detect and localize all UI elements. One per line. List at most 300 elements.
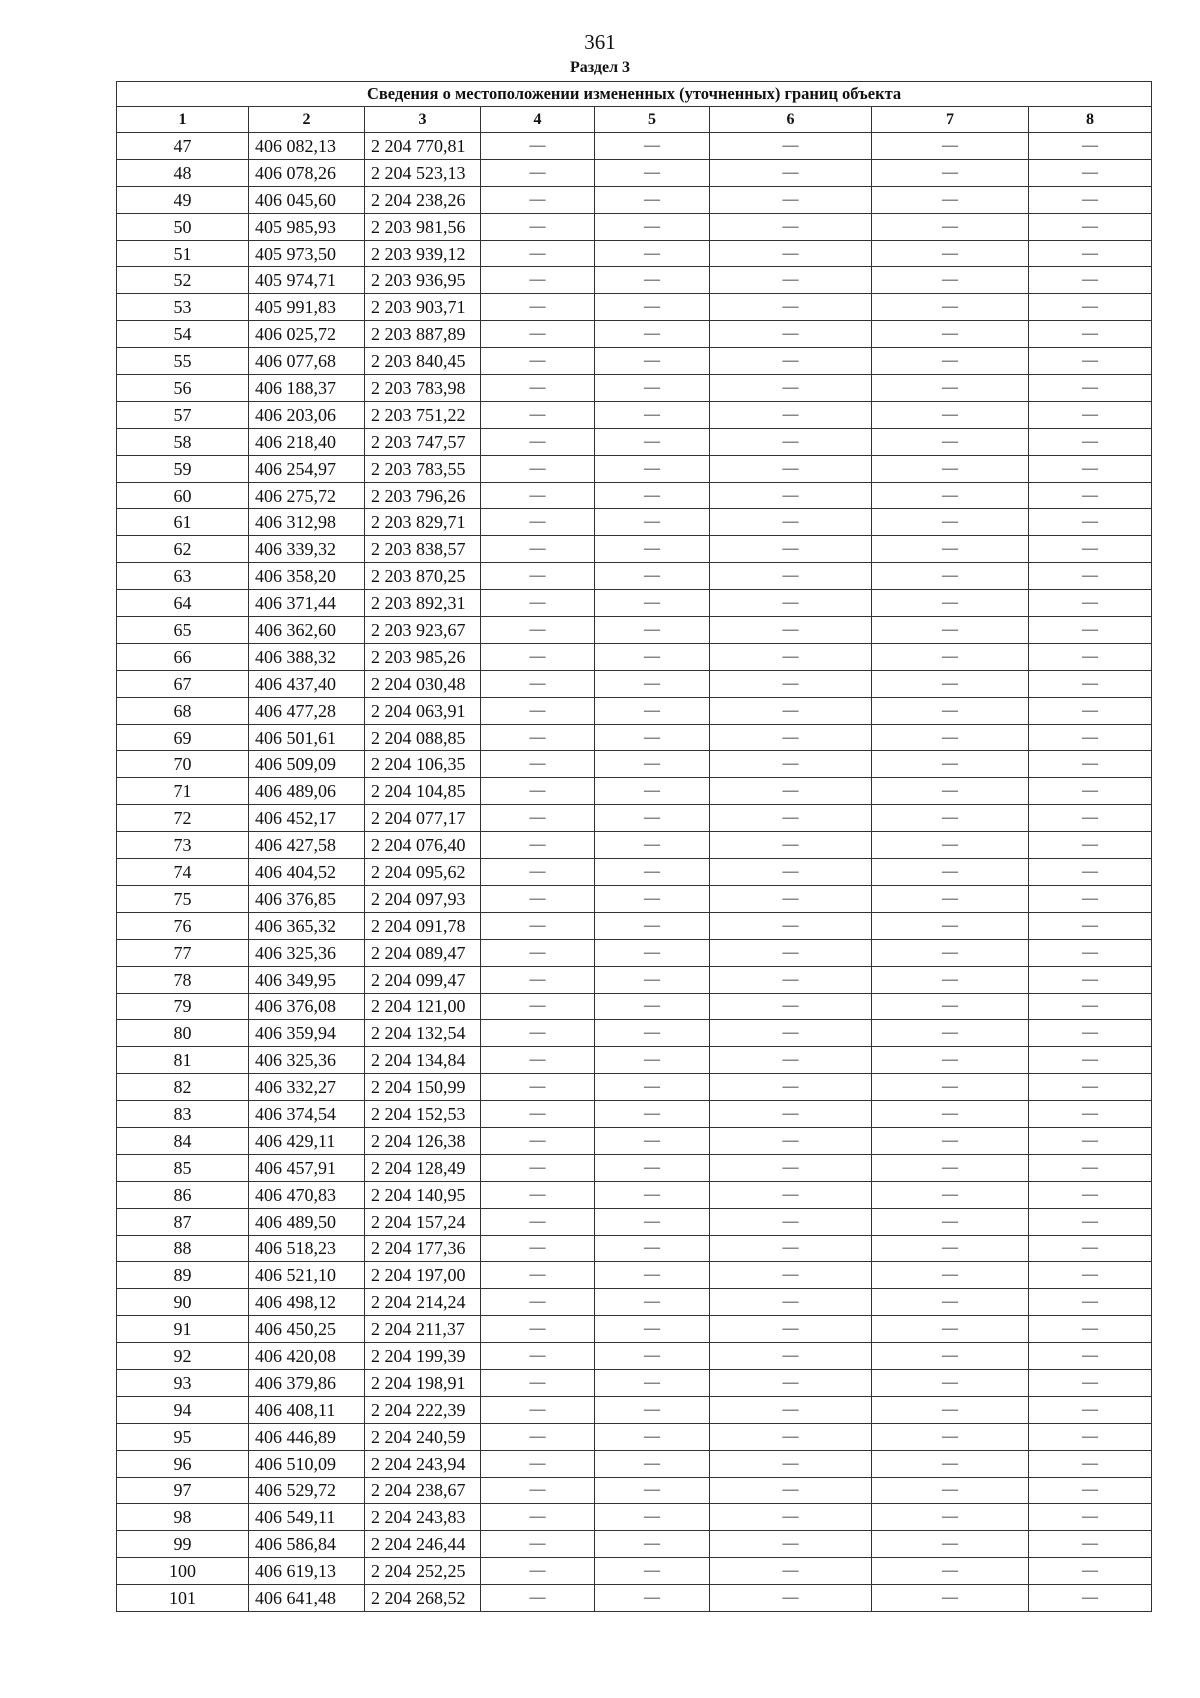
empty-value-cell: — bbox=[481, 993, 595, 1020]
empty-value-cell: — bbox=[481, 1396, 595, 1423]
column-number-5: 5 bbox=[595, 107, 710, 133]
x-coordinate-cell: 406 510,09 bbox=[249, 1450, 365, 1477]
empty-value-cell: — bbox=[481, 375, 595, 402]
empty-value-cell: — bbox=[1029, 509, 1152, 536]
empty-value-cell: — bbox=[710, 294, 872, 321]
empty-value-cell: — bbox=[872, 966, 1029, 993]
empty-value-cell: — bbox=[595, 643, 710, 670]
empty-value-cell: — bbox=[1029, 590, 1152, 617]
empty-value-cell: — bbox=[481, 751, 595, 778]
empty-value-cell: — bbox=[1029, 966, 1152, 993]
empty-value-cell: — bbox=[1029, 267, 1152, 294]
empty-value-cell: — bbox=[872, 482, 1029, 509]
y-coordinate-cell: 2 204 177,36 bbox=[365, 1235, 481, 1262]
column-number-8: 8 bbox=[1029, 107, 1152, 133]
y-coordinate-cell: 2 204 063,91 bbox=[365, 697, 481, 724]
empty-value-cell: — bbox=[1029, 1423, 1152, 1450]
table-row bbox=[117, 993, 1152, 1020]
empty-value-cell: — bbox=[710, 1101, 872, 1128]
empty-value-cell: — bbox=[872, 885, 1029, 912]
empty-value-cell: — bbox=[872, 133, 1029, 160]
empty-value-cell: — bbox=[710, 1585, 872, 1612]
empty-value-cell: — bbox=[872, 1047, 1029, 1074]
x-coordinate-cell: 406 218,40 bbox=[249, 428, 365, 455]
x-coordinate-cell: 406 365,32 bbox=[249, 912, 365, 939]
empty-value-cell: — bbox=[481, 1101, 595, 1128]
point-number-cell: 69 bbox=[117, 724, 249, 751]
x-coordinate-cell: 406 437,40 bbox=[249, 670, 365, 697]
empty-value-cell: — bbox=[595, 1316, 710, 1343]
empty-value-cell: — bbox=[595, 1235, 710, 1262]
column-number-6: 6 bbox=[710, 107, 872, 133]
y-coordinate-cell: 2 204 222,39 bbox=[365, 1396, 481, 1423]
empty-value-cell: — bbox=[481, 267, 595, 294]
point-number-cell: 91 bbox=[117, 1316, 249, 1343]
x-coordinate-cell: 406 452,17 bbox=[249, 805, 365, 832]
x-coordinate-cell: 406 489,50 bbox=[249, 1208, 365, 1235]
y-coordinate-cell: 2 203 887,89 bbox=[365, 321, 481, 348]
point-number-cell: 51 bbox=[117, 240, 249, 267]
empty-value-cell: — bbox=[481, 590, 595, 617]
y-coordinate-cell: 2 204 097,93 bbox=[365, 885, 481, 912]
empty-value-cell: — bbox=[710, 1531, 872, 1558]
empty-value-cell: — bbox=[481, 563, 595, 590]
empty-value-cell: — bbox=[481, 912, 595, 939]
x-coordinate-cell: 406 501,61 bbox=[249, 724, 365, 751]
table-row bbox=[117, 1531, 1152, 1558]
empty-value-cell: — bbox=[595, 670, 710, 697]
table-row bbox=[117, 482, 1152, 509]
empty-value-cell: — bbox=[595, 348, 710, 375]
x-coordinate-cell: 406 325,36 bbox=[249, 939, 365, 966]
empty-value-cell: — bbox=[710, 482, 872, 509]
empty-value-cell: — bbox=[481, 294, 595, 321]
table-body bbox=[117, 133, 1152, 1612]
x-coordinate-cell: 406 509,09 bbox=[249, 751, 365, 778]
empty-value-cell: — bbox=[710, 1396, 872, 1423]
point-number-cell: 76 bbox=[117, 912, 249, 939]
x-coordinate-cell: 405 973,50 bbox=[249, 240, 365, 267]
empty-value-cell: — bbox=[1029, 1369, 1152, 1396]
empty-value-cell: — bbox=[710, 912, 872, 939]
empty-value-cell: — bbox=[595, 428, 710, 455]
empty-value-cell: — bbox=[481, 885, 595, 912]
y-coordinate-cell: 2 203 796,26 bbox=[365, 482, 481, 509]
point-number-cell: 58 bbox=[117, 428, 249, 455]
y-coordinate-cell: 2 204 268,52 bbox=[365, 1585, 481, 1612]
table-row bbox=[117, 1289, 1152, 1316]
x-coordinate-cell: 406 376,85 bbox=[249, 885, 365, 912]
empty-value-cell: — bbox=[1029, 1154, 1152, 1181]
table-row bbox=[117, 1154, 1152, 1181]
empty-value-cell: — bbox=[710, 1235, 872, 1262]
empty-value-cell: — bbox=[1029, 321, 1152, 348]
y-coordinate-cell: 2 204 770,81 bbox=[365, 133, 481, 160]
table-row bbox=[117, 1504, 1152, 1531]
empty-value-cell: — bbox=[872, 455, 1029, 482]
empty-value-cell: — bbox=[1029, 832, 1152, 859]
empty-value-cell: — bbox=[481, 697, 595, 724]
empty-value-cell: — bbox=[595, 321, 710, 348]
empty-value-cell: — bbox=[481, 1477, 595, 1504]
boundary-coordinates-table bbox=[116, 81, 1152, 1612]
x-coordinate-cell: 406 404,52 bbox=[249, 859, 365, 886]
point-number-cell: 95 bbox=[117, 1423, 249, 1450]
empty-value-cell: — bbox=[595, 1531, 710, 1558]
empty-value-cell: — bbox=[1029, 348, 1152, 375]
empty-value-cell: — bbox=[710, 1450, 872, 1477]
empty-value-cell: — bbox=[1029, 294, 1152, 321]
empty-value-cell: — bbox=[481, 1074, 595, 1101]
empty-value-cell: — bbox=[872, 321, 1029, 348]
x-coordinate-cell: 406 470,83 bbox=[249, 1181, 365, 1208]
point-number-cell: 89 bbox=[117, 1262, 249, 1289]
empty-value-cell: — bbox=[1029, 1289, 1152, 1316]
empty-value-cell: — bbox=[710, 643, 872, 670]
empty-value-cell: — bbox=[1029, 563, 1152, 590]
table-row bbox=[117, 697, 1152, 724]
empty-value-cell: — bbox=[595, 401, 710, 428]
point-number-cell: 98 bbox=[117, 1504, 249, 1531]
empty-value-cell: — bbox=[595, 294, 710, 321]
empty-value-cell: — bbox=[710, 455, 872, 482]
x-coordinate-cell: 406 358,20 bbox=[249, 563, 365, 590]
empty-value-cell: — bbox=[872, 240, 1029, 267]
empty-value-cell: — bbox=[710, 1047, 872, 1074]
empty-value-cell: — bbox=[1029, 751, 1152, 778]
point-number-cell: 78 bbox=[117, 966, 249, 993]
empty-value-cell: — bbox=[1029, 213, 1152, 240]
point-number-cell: 87 bbox=[117, 1208, 249, 1235]
empty-value-cell: — bbox=[595, 590, 710, 617]
point-number-cell: 48 bbox=[117, 159, 249, 186]
table-row bbox=[117, 348, 1152, 375]
empty-value-cell: — bbox=[595, 1154, 710, 1181]
empty-value-cell: — bbox=[872, 617, 1029, 644]
empty-value-cell: — bbox=[872, 1316, 1029, 1343]
page-number: 361 bbox=[584, 30, 616, 54]
empty-value-cell: — bbox=[595, 133, 710, 160]
empty-value-cell: — bbox=[1029, 1235, 1152, 1262]
table-row bbox=[117, 213, 1152, 240]
empty-value-cell: — bbox=[710, 1020, 872, 1047]
x-coordinate-cell: 406 077,68 bbox=[249, 348, 365, 375]
table-row bbox=[117, 643, 1152, 670]
empty-value-cell: — bbox=[872, 1235, 1029, 1262]
empty-value-cell: — bbox=[595, 482, 710, 509]
point-number-cell: 83 bbox=[117, 1101, 249, 1128]
empty-value-cell: — bbox=[481, 186, 595, 213]
empty-value-cell: — bbox=[872, 1208, 1029, 1235]
empty-value-cell: — bbox=[481, 159, 595, 186]
y-coordinate-cell: 2 204 243,94 bbox=[365, 1450, 481, 1477]
y-coordinate-cell: 2 204 104,85 bbox=[365, 778, 481, 805]
y-coordinate-cell: 2 204 523,13 bbox=[365, 159, 481, 186]
empty-value-cell: — bbox=[710, 1423, 872, 1450]
empty-value-cell: — bbox=[872, 939, 1029, 966]
table-row bbox=[117, 778, 1152, 805]
x-coordinate-cell: 406 275,72 bbox=[249, 482, 365, 509]
empty-value-cell: — bbox=[481, 240, 595, 267]
empty-value-cell: — bbox=[710, 1558, 872, 1585]
point-number-cell: 77 bbox=[117, 939, 249, 966]
table-row bbox=[117, 912, 1152, 939]
empty-value-cell: — bbox=[872, 428, 1029, 455]
empty-value-cell: — bbox=[595, 509, 710, 536]
y-coordinate-cell: 2 204 198,91 bbox=[365, 1369, 481, 1396]
empty-value-cell: — bbox=[872, 375, 1029, 402]
empty-value-cell: — bbox=[872, 1074, 1029, 1101]
y-coordinate-cell: 2 204 121,00 bbox=[365, 993, 481, 1020]
empty-value-cell: — bbox=[1029, 1101, 1152, 1128]
empty-value-cell: — bbox=[872, 859, 1029, 886]
empty-value-cell: — bbox=[1029, 536, 1152, 563]
y-coordinate-cell: 2 204 199,39 bbox=[365, 1343, 481, 1370]
empty-value-cell: — bbox=[595, 375, 710, 402]
empty-value-cell: — bbox=[1029, 1450, 1152, 1477]
y-coordinate-cell: 2 203 923,67 bbox=[365, 617, 481, 644]
empty-value-cell: — bbox=[595, 1450, 710, 1477]
column-number-3: 3 bbox=[365, 107, 481, 133]
x-coordinate-cell: 406 518,23 bbox=[249, 1235, 365, 1262]
y-coordinate-cell: 2 203 783,98 bbox=[365, 375, 481, 402]
empty-value-cell: — bbox=[481, 1585, 595, 1612]
table-row bbox=[117, 859, 1152, 886]
point-number-cell: 88 bbox=[117, 1235, 249, 1262]
y-coordinate-cell: 2 204 157,24 bbox=[365, 1208, 481, 1235]
empty-value-cell: — bbox=[481, 1450, 595, 1477]
empty-value-cell: — bbox=[481, 1423, 595, 1450]
table-row bbox=[117, 939, 1152, 966]
empty-value-cell: — bbox=[872, 536, 1029, 563]
empty-value-cell: — bbox=[595, 1020, 710, 1047]
empty-value-cell: — bbox=[595, 1585, 710, 1612]
empty-value-cell: — bbox=[1029, 643, 1152, 670]
empty-value-cell: — bbox=[595, 1074, 710, 1101]
x-coordinate-cell: 406 498,12 bbox=[249, 1289, 365, 1316]
empty-value-cell: — bbox=[481, 724, 595, 751]
table-row bbox=[117, 186, 1152, 213]
table-row bbox=[117, 1235, 1152, 1262]
empty-value-cell: — bbox=[1029, 1262, 1152, 1289]
point-number-cell: 90 bbox=[117, 1289, 249, 1316]
empty-value-cell: — bbox=[710, 993, 872, 1020]
empty-value-cell: — bbox=[872, 912, 1029, 939]
empty-value-cell: — bbox=[595, 536, 710, 563]
point-number-cell: 67 bbox=[117, 670, 249, 697]
empty-value-cell: — bbox=[1029, 1585, 1152, 1612]
empty-value-cell: — bbox=[710, 966, 872, 993]
y-coordinate-cell: 2 203 870,25 bbox=[365, 563, 481, 590]
empty-value-cell: — bbox=[872, 751, 1029, 778]
table-row bbox=[117, 375, 1152, 402]
empty-value-cell: — bbox=[481, 1369, 595, 1396]
empty-value-cell: — bbox=[481, 859, 595, 886]
point-number-cell: 93 bbox=[117, 1369, 249, 1396]
table-row bbox=[117, 617, 1152, 644]
empty-value-cell: — bbox=[872, 590, 1029, 617]
point-number-cell: 96 bbox=[117, 1450, 249, 1477]
x-coordinate-cell: 406 188,37 bbox=[249, 375, 365, 402]
table-row bbox=[117, 1558, 1152, 1585]
empty-value-cell: — bbox=[481, 1235, 595, 1262]
empty-value-cell: — bbox=[710, 428, 872, 455]
empty-value-cell: — bbox=[1029, 401, 1152, 428]
table-row bbox=[117, 240, 1152, 267]
empty-value-cell: — bbox=[710, 213, 872, 240]
empty-value-cell: — bbox=[595, 912, 710, 939]
y-coordinate-cell: 2 203 747,57 bbox=[365, 428, 481, 455]
empty-value-cell: — bbox=[481, 1127, 595, 1154]
x-coordinate-cell: 406 388,32 bbox=[249, 643, 365, 670]
empty-value-cell: — bbox=[1029, 724, 1152, 751]
empty-value-cell: — bbox=[1029, 375, 1152, 402]
point-number-cell: 101 bbox=[117, 1585, 249, 1612]
table-row bbox=[117, 1369, 1152, 1396]
empty-value-cell: — bbox=[595, 724, 710, 751]
y-coordinate-cell: 2 203 903,71 bbox=[365, 294, 481, 321]
x-coordinate-cell: 406 362,60 bbox=[249, 617, 365, 644]
empty-value-cell: — bbox=[710, 832, 872, 859]
empty-value-cell: — bbox=[710, 885, 872, 912]
empty-value-cell: — bbox=[595, 617, 710, 644]
empty-value-cell: — bbox=[1029, 240, 1152, 267]
empty-value-cell: — bbox=[710, 186, 872, 213]
x-coordinate-cell: 406 325,36 bbox=[249, 1047, 365, 1074]
empty-value-cell: — bbox=[710, 939, 872, 966]
table-row bbox=[117, 1262, 1152, 1289]
y-coordinate-cell: 2 203 981,56 bbox=[365, 213, 481, 240]
empty-value-cell: — bbox=[872, 1154, 1029, 1181]
empty-value-cell: — bbox=[710, 697, 872, 724]
empty-value-cell: — bbox=[481, 670, 595, 697]
empty-value-cell: — bbox=[595, 939, 710, 966]
empty-value-cell: — bbox=[710, 401, 872, 428]
y-coordinate-cell: 2 204 106,35 bbox=[365, 751, 481, 778]
table-row bbox=[117, 1181, 1152, 1208]
point-number-cell: 65 bbox=[117, 617, 249, 644]
point-number-cell: 82 bbox=[117, 1074, 249, 1101]
point-number-cell: 49 bbox=[117, 186, 249, 213]
y-coordinate-cell: 2 204 238,67 bbox=[365, 1477, 481, 1504]
x-coordinate-cell: 405 991,83 bbox=[249, 294, 365, 321]
empty-value-cell: — bbox=[1029, 186, 1152, 213]
empty-value-cell: — bbox=[1029, 133, 1152, 160]
empty-value-cell: — bbox=[1029, 428, 1152, 455]
y-coordinate-cell: 2 204 089,47 bbox=[365, 939, 481, 966]
empty-value-cell: — bbox=[595, 885, 710, 912]
table-row bbox=[117, 1585, 1152, 1612]
empty-value-cell: — bbox=[872, 1101, 1029, 1128]
point-number-cell: 61 bbox=[117, 509, 249, 536]
empty-value-cell: — bbox=[1029, 885, 1152, 912]
y-coordinate-cell: 2 204 076,40 bbox=[365, 832, 481, 859]
empty-value-cell: — bbox=[481, 213, 595, 240]
empty-value-cell: — bbox=[710, 1127, 872, 1154]
y-coordinate-cell: 2 204 197,00 bbox=[365, 1262, 481, 1289]
point-number-cell: 97 bbox=[117, 1477, 249, 1504]
empty-value-cell: — bbox=[872, 1181, 1029, 1208]
empty-value-cell: — bbox=[1029, 1127, 1152, 1154]
empty-value-cell: — bbox=[595, 1423, 710, 1450]
empty-value-cell: — bbox=[1029, 1343, 1152, 1370]
y-coordinate-cell: 2 203 751,22 bbox=[365, 401, 481, 428]
empty-value-cell: — bbox=[595, 563, 710, 590]
point-number-cell: 57 bbox=[117, 401, 249, 428]
y-coordinate-cell: 2 204 243,83 bbox=[365, 1504, 481, 1531]
x-coordinate-cell: 406 427,58 bbox=[249, 832, 365, 859]
empty-value-cell: — bbox=[481, 805, 595, 832]
table-row bbox=[117, 590, 1152, 617]
x-coordinate-cell: 406 521,10 bbox=[249, 1262, 365, 1289]
table-caption: Сведения о местоположении измененных (уточненных) границ объекта bbox=[117, 82, 1152, 107]
empty-value-cell: — bbox=[481, 1316, 595, 1343]
empty-value-cell: — bbox=[872, 1020, 1029, 1047]
table-row bbox=[117, 832, 1152, 859]
point-number-cell: 71 bbox=[117, 778, 249, 805]
y-coordinate-cell: 2 204 095,62 bbox=[365, 859, 481, 886]
empty-value-cell: — bbox=[710, 1369, 872, 1396]
empty-value-cell: — bbox=[1029, 159, 1152, 186]
table-row bbox=[117, 805, 1152, 832]
y-coordinate-cell: 2 204 030,48 bbox=[365, 670, 481, 697]
point-number-cell: 54 bbox=[117, 321, 249, 348]
empty-value-cell: — bbox=[1029, 1477, 1152, 1504]
y-coordinate-cell: 2 204 252,25 bbox=[365, 1558, 481, 1585]
point-number-cell: 52 bbox=[117, 267, 249, 294]
empty-value-cell: — bbox=[872, 267, 1029, 294]
x-coordinate-cell: 406 349,95 bbox=[249, 966, 365, 993]
y-coordinate-cell: 2 204 126,38 bbox=[365, 1127, 481, 1154]
empty-value-cell: — bbox=[710, 778, 872, 805]
x-coordinate-cell: 406 379,86 bbox=[249, 1369, 365, 1396]
empty-value-cell: — bbox=[1029, 1504, 1152, 1531]
table-row bbox=[117, 1101, 1152, 1128]
table-row bbox=[117, 1127, 1152, 1154]
empty-value-cell: — bbox=[481, 1289, 595, 1316]
empty-value-cell: — bbox=[1029, 939, 1152, 966]
empty-value-cell: — bbox=[872, 1504, 1029, 1531]
column-number-2: 2 bbox=[249, 107, 365, 133]
x-coordinate-cell: 406 477,28 bbox=[249, 697, 365, 724]
empty-value-cell: — bbox=[710, 590, 872, 617]
y-coordinate-cell: 2 203 840,45 bbox=[365, 348, 481, 375]
column-number-7: 7 bbox=[872, 107, 1029, 133]
empty-value-cell: — bbox=[872, 186, 1029, 213]
y-coordinate-cell: 2 204 099,47 bbox=[365, 966, 481, 993]
table-row bbox=[117, 1396, 1152, 1423]
table-row bbox=[117, 536, 1152, 563]
empty-value-cell: — bbox=[1029, 1316, 1152, 1343]
empty-value-cell: — bbox=[710, 805, 872, 832]
y-coordinate-cell: 2 203 829,71 bbox=[365, 509, 481, 536]
point-number-cell: 79 bbox=[117, 993, 249, 1020]
point-number-cell: 84 bbox=[117, 1127, 249, 1154]
empty-value-cell: — bbox=[481, 1262, 595, 1289]
table-row bbox=[117, 294, 1152, 321]
y-coordinate-cell: 2 204 134,84 bbox=[365, 1047, 481, 1074]
x-coordinate-cell: 406 045,60 bbox=[249, 186, 365, 213]
empty-value-cell: — bbox=[595, 1343, 710, 1370]
x-coordinate-cell: 405 985,93 bbox=[249, 213, 365, 240]
table-row bbox=[117, 1020, 1152, 1047]
x-coordinate-cell: 406 429,11 bbox=[249, 1127, 365, 1154]
empty-value-cell: — bbox=[710, 536, 872, 563]
empty-value-cell: — bbox=[595, 267, 710, 294]
point-number-cell: 92 bbox=[117, 1343, 249, 1370]
empty-value-cell: — bbox=[872, 697, 1029, 724]
empty-value-cell: — bbox=[1029, 778, 1152, 805]
